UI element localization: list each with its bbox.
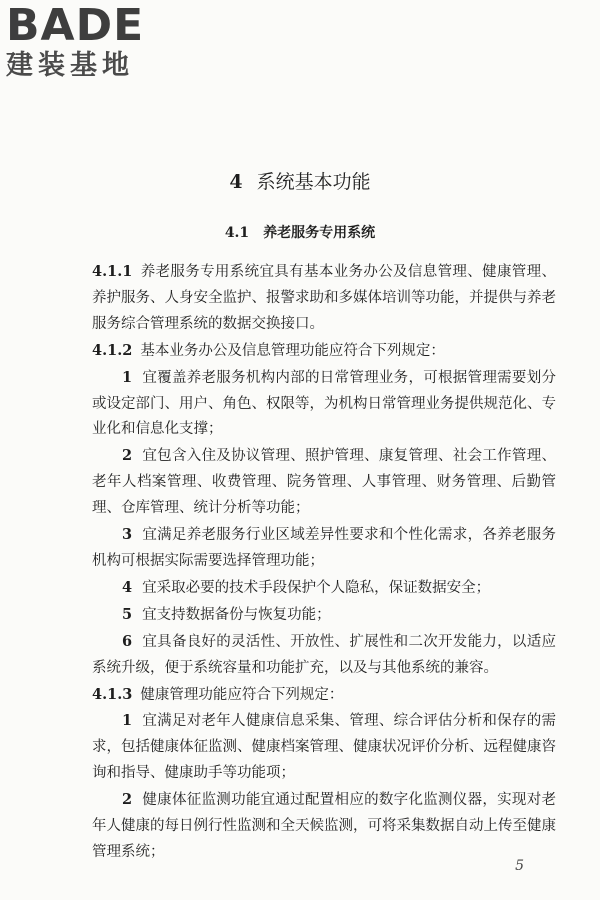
clause-4-1-1 (92, 259, 556, 338)
clause-4-1-3 (92, 682, 556, 709)
clause-4-1-2 (92, 338, 556, 365)
section-title (0, 223, 600, 243)
logo-wordmark: BADE (6, 0, 145, 51)
item-text: 宜满足对老年人健康信息采集、管理、综合评估分析和保存的需求，包括健康体征监测、健康档案管理、健康状况评价分析、远程健康咨询和指导、健康助手等功能项； (92, 713, 556, 782)
list-item (92, 443, 556, 522)
chapter-number: 4 (229, 171, 243, 193)
clause-number: 4.1.3 (92, 685, 133, 703)
clause-text: 健康管理功能应符合下列规定： (140, 686, 344, 703)
clause-text: 基本业务办公及信息管理功能应符合下列规定： (140, 342, 445, 359)
item-number: 1 (122, 712, 133, 730)
logo-subtitle: 建装基地 (6, 50, 134, 81)
list-item (92, 522, 556, 575)
page-number: 5 (515, 858, 524, 874)
item-text: 宜覆盖养老服务机构内部的日常管理业务，可根据管理需要划分或设定部门、用户、角色、权限等，为机构日常管理业务提供规范化、专业化和信息化支撑； (92, 369, 556, 438)
item-number: 3 (122, 526, 133, 544)
chapter-title (0, 170, 600, 194)
item-number: 4 (122, 578, 133, 596)
item-text: 宜包含入住及协议管理、照护管理、康复管理、社会工作管理、老年人档案管理、收费管理、院务管理、人事管理、财务管理、后勤管理、仓库管理、统计分析等功能； (92, 448, 556, 517)
item-number: 6 (122, 632, 133, 650)
section-number: 4.1 (224, 225, 250, 241)
item-number: 1 (122, 368, 133, 386)
section-heading: 养老服务专用系统 (263, 225, 376, 241)
list-item (92, 602, 556, 629)
list-item (92, 629, 556, 682)
list-item (92, 708, 556, 787)
item-text: 宜具备良好的灵活性、开放性、扩展性和二次开发能力，以适应系统升级，便于系统容量和功能扩充，以及与其他系统的兼容。 (92, 633, 556, 676)
item-text: 健康体征监测功能宜通过配置相应的数字化监测仪器，实现对老年人健康的每日例行性监测和全天候监测，可将采集数据自动上传至健康管理系统； (92, 792, 556, 860)
item-number: 5 (122, 605, 133, 623)
item-number: 2 (122, 447, 133, 465)
item-number: 2 (122, 791, 133, 809)
item-text: 宜支持数据备份与恢复功能； (142, 606, 331, 623)
clause-number: 4.1.2 (92, 341, 133, 359)
clause-text: 养老服务专用系统宜具有基本业务办公及信息管理、健康管理、养护服务、人身安全监护、报警求助和多媒体培训等功能，并提供与养老服务综合管理系统的数据交换接口。 (92, 264, 556, 332)
item-text: 宜采取必要的技术手段保护个人隐私，保证数据安全； (142, 579, 491, 596)
list-item (92, 575, 556, 602)
clause-number: 4.1.1 (92, 263, 133, 280)
list-item (92, 365, 556, 444)
bade-logo (6, 0, 176, 82)
list-item (92, 787, 556, 866)
item-text: 宜满足养老服务行业区域差异性要求和个性化需求，各养老服务机构可根据实际需要选择管理功能； (92, 527, 556, 569)
chapter-heading: 系统基本功能 (256, 171, 371, 193)
document-body (92, 259, 556, 866)
